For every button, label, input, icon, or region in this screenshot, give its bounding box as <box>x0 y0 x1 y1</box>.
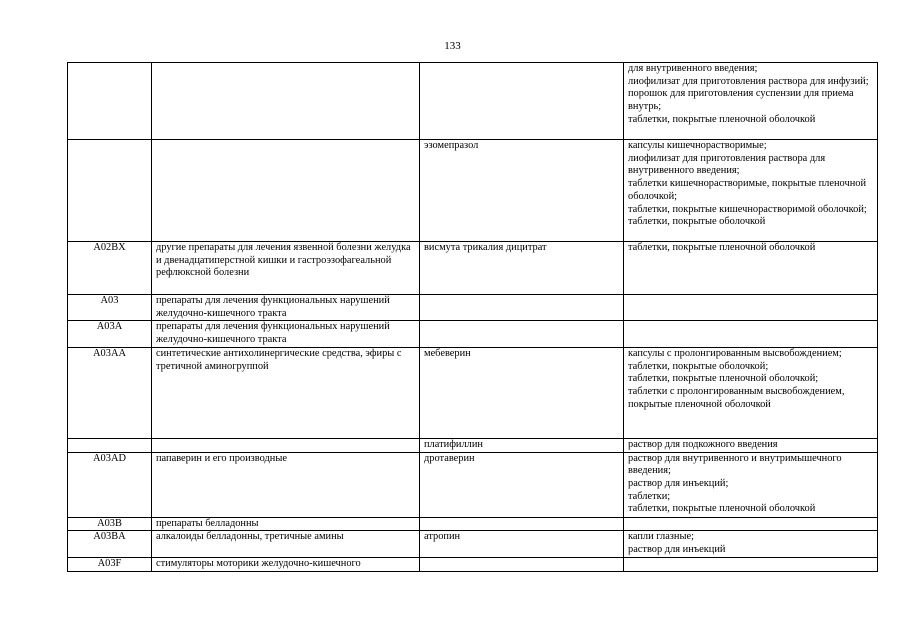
table-row <box>68 452 878 517</box>
pharm-group-cell: препараты для лечения функциональных нарушений желудочно-кишечного тракта <box>152 321 420 347</box>
pharm-group-cell <box>152 140 420 242</box>
table-row <box>68 295 878 321</box>
drug-name-cell <box>420 295 624 321</box>
atc-code-cell <box>68 140 152 242</box>
dosage-forms-cell: раствор для подкожного введения <box>624 438 878 452</box>
drug-name-cell <box>420 558 624 572</box>
drug-list-table <box>67 62 878 572</box>
table-body <box>68 63 878 572</box>
atc-code-cell: A02BX <box>68 242 152 295</box>
table-row <box>68 438 878 452</box>
pharm-group-cell <box>152 63 420 140</box>
pharm-group-cell <box>152 438 420 452</box>
drug-name-cell: платифиллин <box>420 438 624 452</box>
atc-code-cell: A03BA <box>68 531 152 558</box>
pharm-group-cell: синтетические антихолинергические средства, эфиры с третичной аминогруппой <box>152 347 420 438</box>
table-row <box>68 242 878 295</box>
dosage-forms-cell: для внутривенного введения; лиофилизат для приготовления раствора для инфузий; порошок для приготовления суспензии для приема внутрь; таблетки, покрытые пленочной оболочкой <box>624 63 878 140</box>
atc-code-cell: A03AD <box>68 452 152 517</box>
dosage-forms-cell: раствор для внутривенного и внутримышечного введения; раствор для инъекций; таблетки; таблетки, покрытые пленочной оболочкой <box>624 452 878 517</box>
pharm-group-cell: папаверин и его производные <box>152 452 420 517</box>
page-number: 133 <box>444 40 461 52</box>
table-row <box>68 558 878 572</box>
dosage-forms-cell <box>624 558 878 572</box>
atc-code-cell: A03B <box>68 517 152 531</box>
drug-name-cell <box>420 321 624 347</box>
pharm-group-cell: препараты белладонны <box>152 517 420 531</box>
drug-name-cell: атропин <box>420 531 624 558</box>
table-row <box>68 517 878 531</box>
drug-name-cell <box>420 517 624 531</box>
drug-name-cell: дротаверин <box>420 452 624 517</box>
drug-name-cell: висмута трикалия дицитрат <box>420 242 624 295</box>
drug-name-cell: эзомепразол <box>420 140 624 242</box>
table-row <box>68 347 878 438</box>
table-row <box>68 321 878 347</box>
atc-code-cell: A03AA <box>68 347 152 438</box>
atc-code-cell: A03A <box>68 321 152 347</box>
drug-name-cell: мебеверин <box>420 347 624 438</box>
dosage-forms-cell: капсулы с пролонгированным высвобождением; таблетки, покрытые оболочкой; таблетки, покрытые пленочной оболочкой; таблетки с пролонгированным высвобождением, покрытые пленочной оболочкой <box>624 347 878 438</box>
atc-code-cell <box>68 438 152 452</box>
atc-code-cell <box>68 63 152 140</box>
dosage-forms-cell <box>624 517 878 531</box>
atc-code-cell: A03F <box>68 558 152 572</box>
table-row <box>68 531 878 558</box>
pharm-group-cell: алкалоиды белладонны, третичные амины <box>152 531 420 558</box>
table-row <box>68 140 878 242</box>
pharm-group-cell: препараты для лечения функциональных нарушений желудочно-кишечного тракта <box>152 295 420 321</box>
dosage-forms-cell <box>624 295 878 321</box>
dosage-forms-cell: таблетки, покрытые пленочной оболочкой <box>624 242 878 295</box>
dosage-forms-cell: капли глазные; раствор для инъекций <box>624 531 878 558</box>
dosage-forms-cell: капсулы кишечнорастворимые; лиофилизат для приготовления раствора для внутривенного введения; таблетки кишечнорастворимые, покрытые пленочной оболочкой; таблетки, покрытые кишечнорастворимой оболочкой; таблетки, покрытые оболочкой <box>624 140 878 242</box>
drug-name-cell <box>420 63 624 140</box>
table-row <box>68 63 878 140</box>
atc-code-cell: A03 <box>68 295 152 321</box>
dosage-forms-cell <box>624 321 878 347</box>
pharm-group-cell: другие препараты для лечения язвенной болезни желудка и двенадцатиперстной кишки и гастроэзофагеальной рефлюксной болезни <box>152 242 420 295</box>
pharm-group-cell: стимуляторы моторики желудочно-кишечного <box>152 558 420 572</box>
